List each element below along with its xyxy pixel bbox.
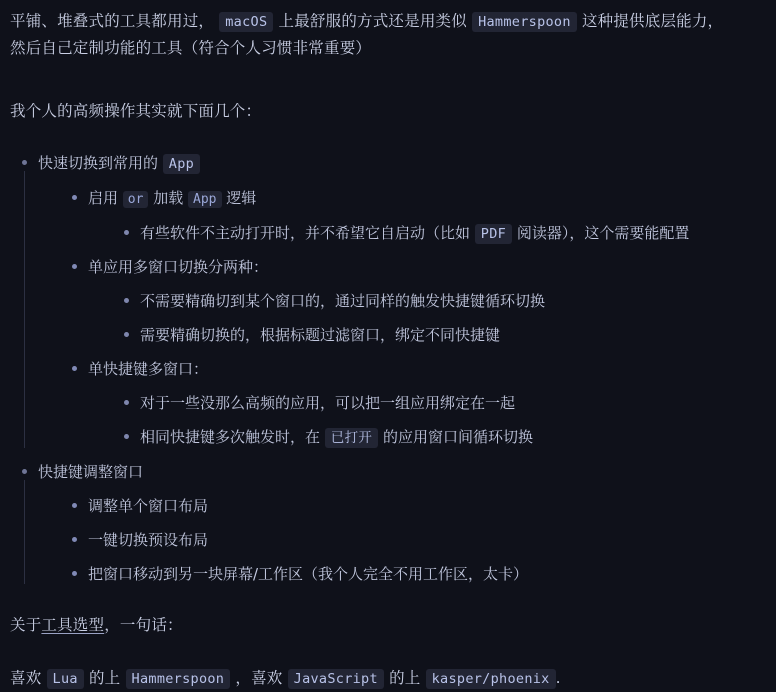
bullet-icon: [72, 503, 77, 508]
sublist-quick-switch: [68, 186, 766, 450]
list-item-adjust-single-window: [68, 494, 766, 518]
list-item-window-layout: [18, 460, 766, 586]
bullet-icon: [72, 264, 77, 269]
closing-underlined: 工具选型: [41, 615, 105, 634]
opened-cycle-text-2: 的应用窗口间循环切换: [382, 428, 533, 447]
list-item-quick-switch: [18, 151, 766, 450]
precise-switch-text: 需要精确切换的，根据标题过滤窗口，绑定不同快捷键: [140, 326, 501, 345]
sublist-autostart: [120, 221, 766, 246]
list-item-move-to-screen: [68, 562, 766, 586]
closing-paragraph: [10, 612, 766, 639]
section-heading: 我个人的高频操作其实就下面几个：: [10, 102, 262, 121]
code-app: App: [163, 154, 200, 174]
indent-guide: [24, 171, 25, 448]
bullet-icon: [72, 195, 77, 200]
code-hammerspoon-final: Hammerspoon: [126, 669, 231, 689]
code-pdf: PDF: [475, 224, 512, 244]
code-phoenix: kasper/phoenix: [426, 669, 556, 689]
opened-cycle-text-1: 相同快捷键多次触发时，在: [140, 428, 321, 447]
code-lua: Lua: [47, 669, 84, 689]
bullet-icon: [72, 571, 77, 576]
list-item-single-hotkey-multi-window: [68, 357, 766, 450]
closing-suffix: ，一句话：: [104, 615, 183, 634]
bullet-icon: [72, 537, 77, 542]
bullet-icon: [124, 332, 129, 337]
bullet-icon: [22, 469, 27, 474]
spacer: [88, 279, 766, 289]
spacer: [38, 484, 766, 494]
code-hammerspoon-intro: Hammerspoon: [472, 12, 577, 32]
intro-text-1: 平铺、堆叠式的工具都用过，: [10, 12, 215, 30]
indent-guide: [24, 480, 25, 584]
closing-prefix: 关于: [10, 615, 42, 634]
cycle-switch-text: 不需要精确切到某个窗口的，通过同样的触发快捷键循环切换: [140, 292, 546, 311]
bullet-icon: [124, 230, 129, 235]
preset-layout-text: 一键切换预设布局: [88, 530, 209, 549]
move-to-screen-text: 把窗口移动到另一块屏幕/工作区（我个人完全不用工作区，太卡）: [88, 564, 529, 583]
final-text-5: .: [555, 669, 561, 688]
spacer-before-closing: [10, 586, 766, 612]
intro-text-4: 然后自己定制功能的工具（符合个人习惯非常重要）: [10, 39, 372, 58]
sub-label-3: 逻辑: [226, 188, 257, 207]
code-macos: macOS: [219, 12, 273, 32]
spacer-after-heading: [10, 125, 766, 151]
adjust-single-window-text: 调整单个窗口布局: [88, 496, 209, 515]
list-item-group-binding: [120, 391, 766, 415]
list-item-enable-load-app: [68, 186, 766, 245]
list-item-multi-window-two-types: [68, 255, 766, 347]
window-layout-label: 快捷键调整窗口: [38, 462, 144, 481]
list-item-label: 快速切换到常用的: [38, 154, 159, 173]
sublist-window-layout: [68, 494, 766, 586]
list-item-preset-layout: [68, 528, 766, 552]
spacer: [88, 211, 766, 221]
autostart-text-1: 有些软件不主动打开时，并不希望它自启动（比如: [140, 223, 471, 242]
bullet-icon: [124, 298, 129, 303]
sublist-single-hotkey: [120, 391, 766, 450]
intro-paragraph: [10, 8, 766, 62]
sub-label-1: 启用: [88, 188, 119, 207]
group-binding-text: 对于一些没那么高频的应用，可以把一组应用绑定在一起: [140, 394, 516, 413]
list-item-cycle-switch: [120, 289, 766, 313]
final-text-2: 的上: [88, 669, 121, 688]
code-javascript: JavaScript: [288, 669, 384, 689]
intro-text-3: 这种提供底层能力，: [581, 12, 724, 30]
spacer-after-intro: [10, 72, 766, 98]
code-opened: 已打开: [325, 428, 378, 448]
code-or: or: [123, 191, 149, 208]
list-item-autostart-config: [120, 221, 766, 246]
list-item-precise-switch: [120, 323, 766, 347]
final-text-3: ，喜欢: [235, 669, 283, 688]
final-paragraph: [10, 665, 766, 692]
sublist-multi-window: [120, 289, 766, 347]
autostart-text-2: 阅读器），这个需要能配置: [516, 223, 690, 242]
spacer: [88, 381, 766, 391]
sub-label-2: 加载: [153, 188, 184, 207]
final-text-1: 喜欢: [10, 669, 42, 688]
list-item-opened-cycle: [120, 425, 766, 450]
spacer-before-final: [10, 639, 766, 665]
single-hotkey-label: 单快捷键多窗口：: [88, 360, 209, 379]
bullet-icon: [72, 366, 77, 371]
bullet-icon: [124, 434, 129, 439]
bullet-icon: [124, 400, 129, 405]
multi-window-label: 单应用多窗口切换分两种：: [88, 258, 269, 277]
top-level-list: [18, 151, 766, 586]
intro-text-2: 上最舒服的方式还是用类似: [278, 12, 467, 30]
code-app-2: App: [188, 191, 221, 208]
bullet-icon: [22, 160, 27, 165]
final-text-4: 的上: [389, 669, 421, 688]
spacer: [38, 176, 766, 186]
